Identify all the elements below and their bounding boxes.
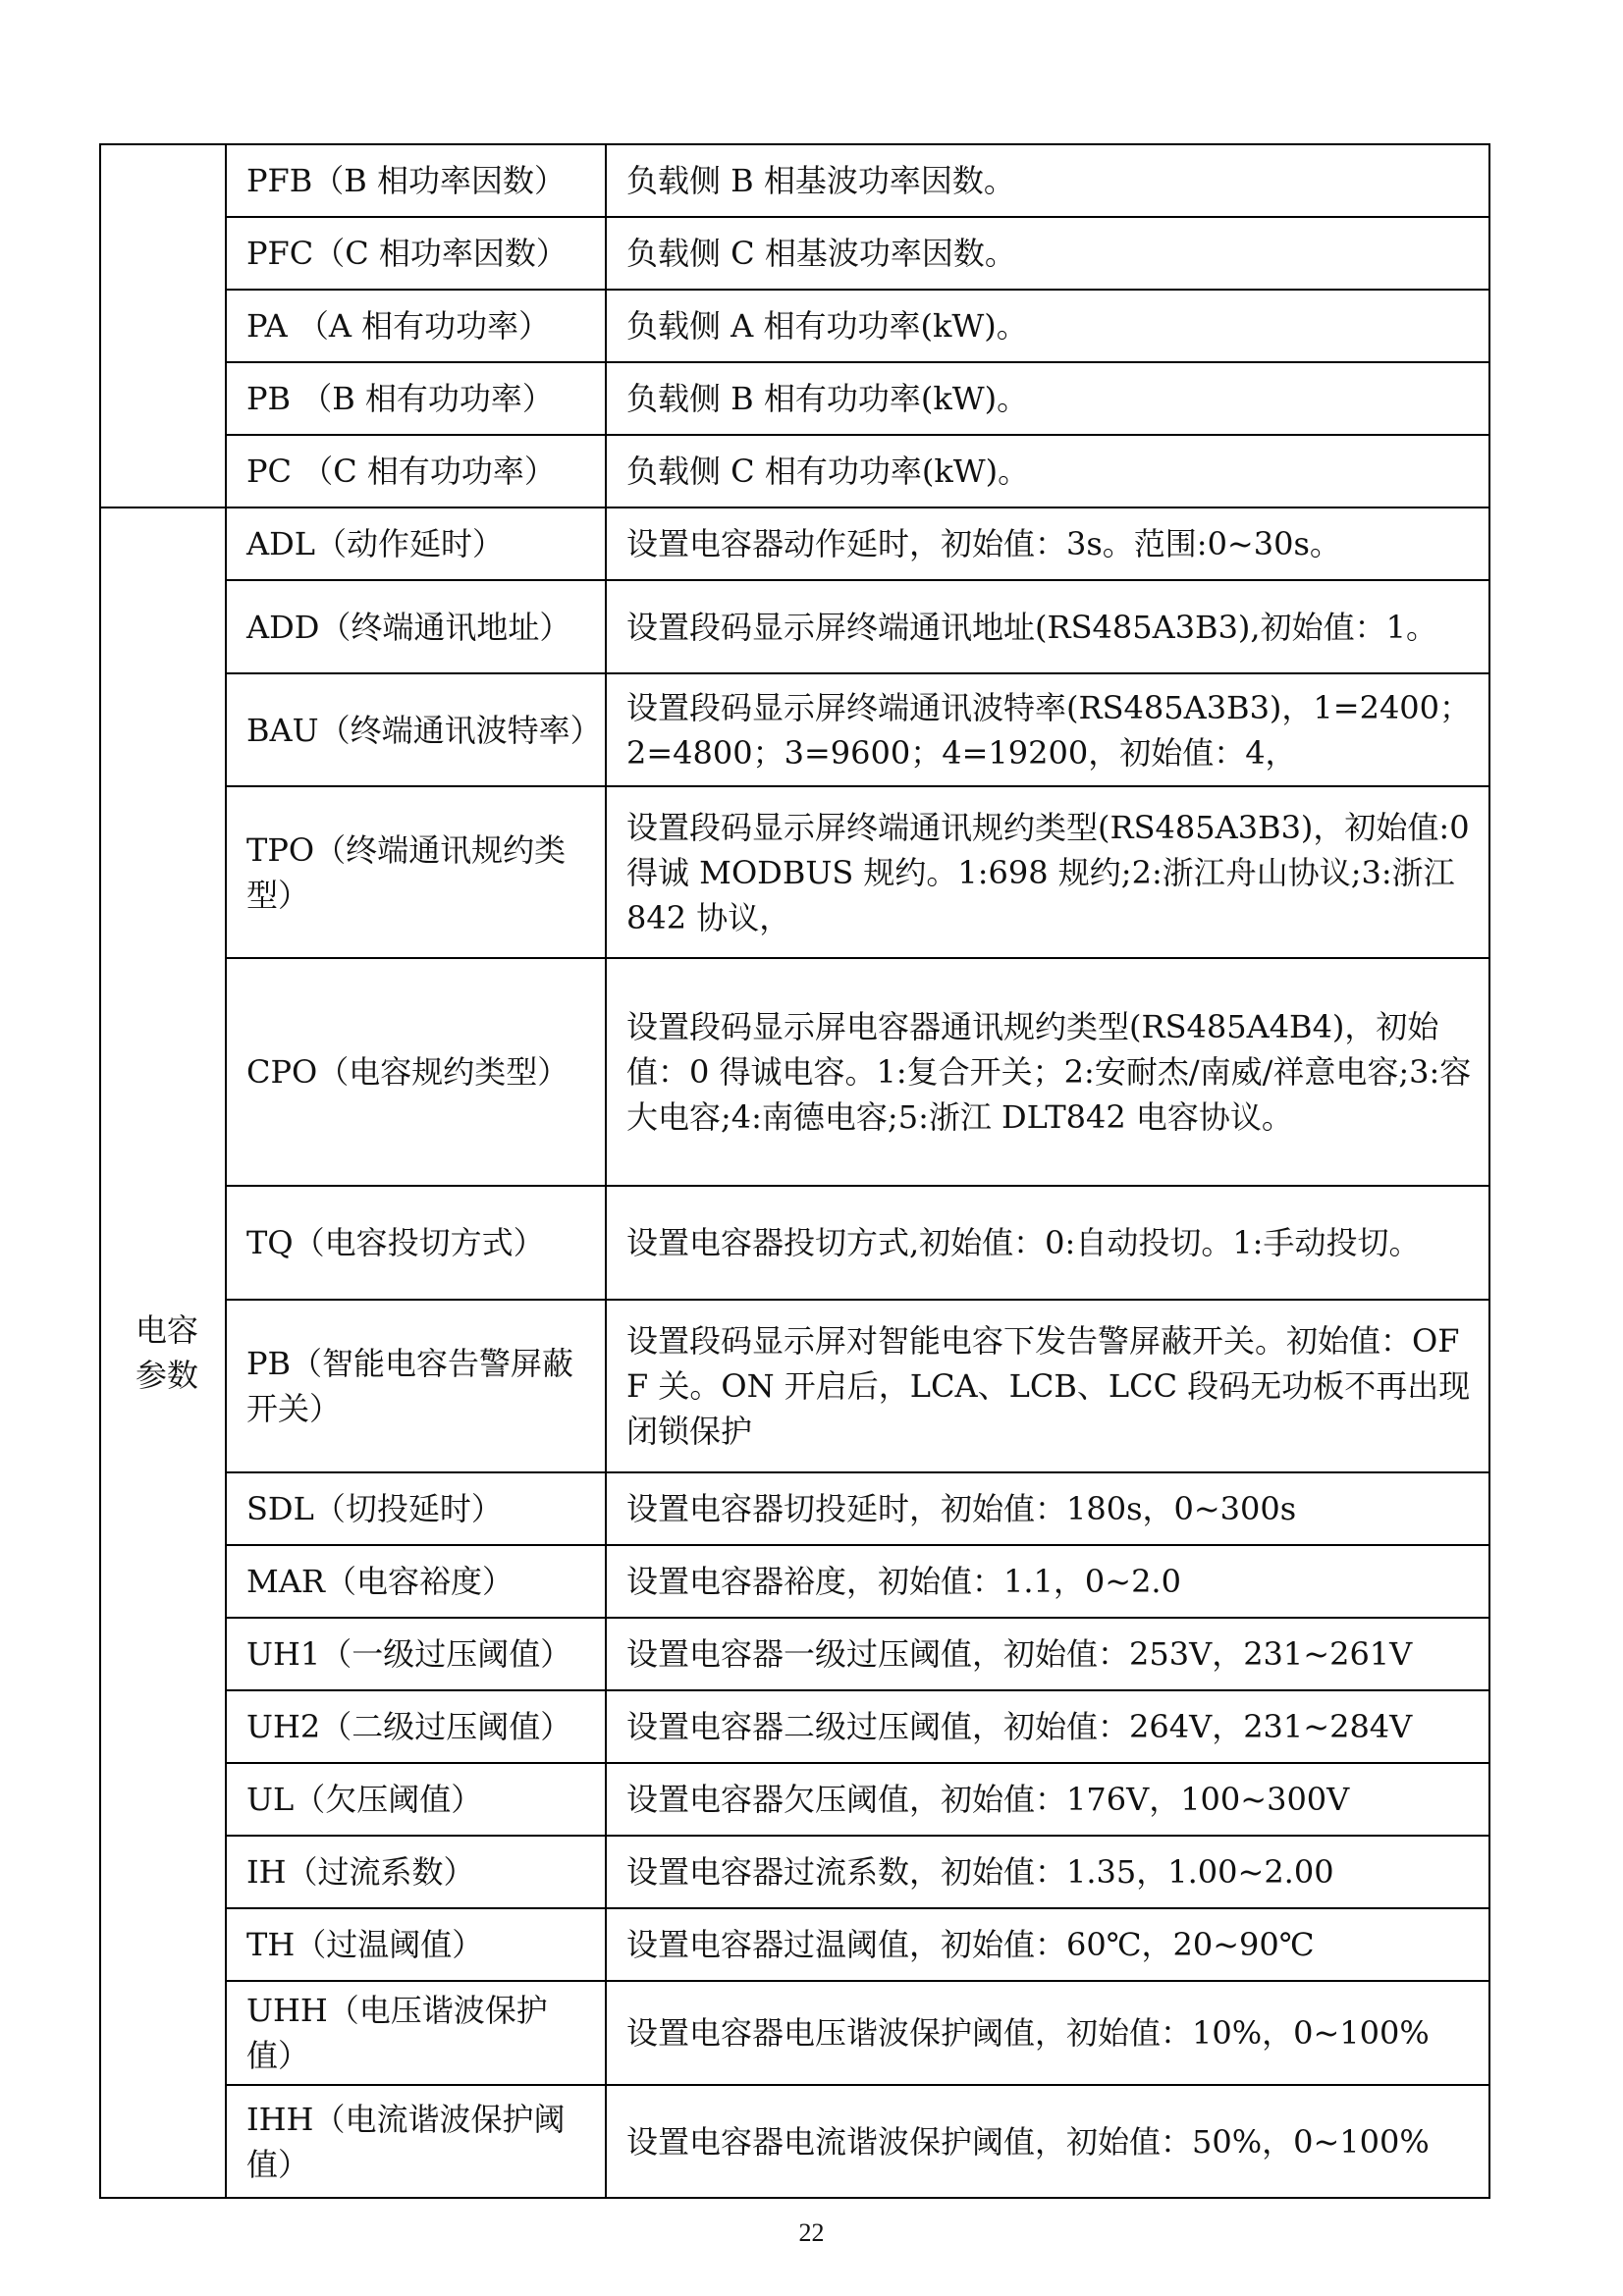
- param-desc: 设置电容器投切方式,初始值：0:自动投切。1:手动投切。: [606, 1186, 1489, 1300]
- param-desc: 设置段码显示屏终端通讯波特率(RS485A3B3)，1=2400；2=4800；3=9600；4=19200，初始值：4，: [606, 673, 1489, 786]
- param-name: PB （B 相有功功率）: [226, 362, 606, 435]
- table-row: [100, 1472, 1489, 1545]
- table-row: [100, 290, 1489, 362]
- table-row: [100, 1300, 1489, 1472]
- param-name: UH2（二级过压阈值）: [226, 1690, 606, 1763]
- param-name: UHH（电压谐波保护值）: [226, 1981, 606, 2085]
- table-row: [100, 362, 1489, 435]
- table-row: [100, 958, 1489, 1186]
- param-name: BAU（终端通讯波特率）: [226, 673, 606, 786]
- param-desc: 负载侧 C 相基波功率因数。: [606, 217, 1489, 290]
- param-desc: 设置电容器过温阈值，初始值：60℃，20~90℃: [606, 1908, 1489, 1981]
- table-row: [100, 673, 1489, 786]
- param-name: PA （A 相有功功率）: [226, 290, 606, 362]
- table-row: [100, 1690, 1489, 1763]
- param-name: IH（过流系数）: [226, 1836, 606, 1908]
- table-row: [100, 435, 1489, 507]
- param-name: PFC（C 相功率因数）: [226, 217, 606, 290]
- table-row: [100, 217, 1489, 290]
- param-desc: 设置电容器动作延时，初始值：3s。范围:0~30s。: [606, 507, 1489, 580]
- param-name: IHH（电流谐波保护阈值）: [226, 2085, 606, 2198]
- group-cell-capacitor-params: [100, 507, 226, 2198]
- param-desc: 负载侧 B 相基波功率因数。: [606, 144, 1489, 217]
- group-cell-continued: [100, 144, 226, 507]
- param-desc: 设置电容器电流谐波保护阈值，初始值：50%，0~100%: [606, 2085, 1489, 2198]
- table-row: [100, 1545, 1489, 1618]
- table-row: [100, 1186, 1489, 1300]
- param-name: UH1（一级过压阈值）: [226, 1618, 606, 1690]
- param-desc: 负载侧 A 相有功功率(kW)。: [606, 290, 1489, 362]
- page-number: 22: [798, 2218, 825, 2247]
- table-row: [100, 1763, 1489, 1836]
- table-row: [100, 1908, 1489, 1981]
- param-name: UL（欠压阈值）: [226, 1763, 606, 1836]
- param-desc: 设置电容器电压谐波保护阈值，初始值：10%，0~100%: [606, 1981, 1489, 2085]
- table-row: [100, 786, 1489, 958]
- param-name: TH（过温阈值）: [226, 1908, 606, 1981]
- param-name: PFB（B 相功率因数）: [226, 144, 606, 217]
- table-row: [100, 144, 1489, 217]
- param-name: SDL（切投延时）: [226, 1472, 606, 1545]
- param-desc: 负载侧 B 相有功功率(kW)。: [606, 362, 1489, 435]
- table-row: [100, 580, 1489, 673]
- param-desc: 设置电容器裕度，初始值：1.1，0~2.0: [606, 1545, 1489, 1618]
- group-label-line: 参数: [135, 1357, 198, 1394]
- table-row: [100, 2085, 1489, 2198]
- parameter-table-body: [100, 144, 1489, 2198]
- table-row: [100, 1981, 1489, 2085]
- param-desc: 设置电容器过流系数，初始值：1.35，1.00~2.00: [606, 1836, 1489, 1908]
- param-name: CPO（电容规约类型）: [226, 958, 606, 1186]
- param-name: MAR（电容裕度）: [226, 1545, 606, 1618]
- param-desc: 设置电容器一级过压阈值，初始值：253V，231~261V: [606, 1618, 1489, 1690]
- param-desc: 负载侧 C 相有功功率(kW)。: [606, 435, 1489, 507]
- param-desc: 设置电容器二级过压阈值，初始值：264V，231~284V: [606, 1690, 1489, 1763]
- param-desc: 设置段码显示屏电容器通讯规约类型(RS485A4B4)，初始值：0 得诚电容。1:复合开关；2:安耐杰/南威/祥意电容;3:容大电容;4:南德电容;5:浙江 DLT842 电容协议。: [606, 958, 1489, 1186]
- param-desc: 设置段码显示屏对智能电容下发告警屏蔽开关。初始值：OFF 关。ON 开启后，LCA、LCB、LCC 段码无功板不再出现闭锁保护: [606, 1300, 1489, 1472]
- table-row: [100, 507, 1489, 580]
- table-row: [100, 1618, 1489, 1690]
- parameter-table: [99, 143, 1490, 2199]
- param-name: ADD（终端通讯地址）: [226, 580, 606, 673]
- param-name: TPO（终端通讯规约类型）: [226, 786, 606, 958]
- group-label-line: 电容: [135, 1311, 198, 1349]
- table-row: [100, 1836, 1489, 1908]
- param-name: PB（智能电容告警屏蔽开关）: [226, 1300, 606, 1472]
- param-name: ADL（动作延时）: [226, 507, 606, 580]
- param-desc: 设置段码显示屏终端通讯地址(RS485A3B3),初始值：1。: [606, 580, 1489, 673]
- param-desc: 设置电容器切投延时，初始值：180s，0~300s: [606, 1472, 1489, 1545]
- param-desc: 设置电容器欠压阈值，初始值：176V，100~300V: [606, 1763, 1489, 1836]
- param-name: PC （C 相有功功率）: [226, 435, 606, 507]
- param-name: TQ（电容投切方式）: [226, 1186, 606, 1300]
- param-desc: 设置段码显示屏终端通讯规约类型(RS485A3B3)，初始值:0 得诚 MODBUS 规约。1:698 规约;2:浙江舟山协议;3:浙江 842 协议，: [606, 786, 1489, 958]
